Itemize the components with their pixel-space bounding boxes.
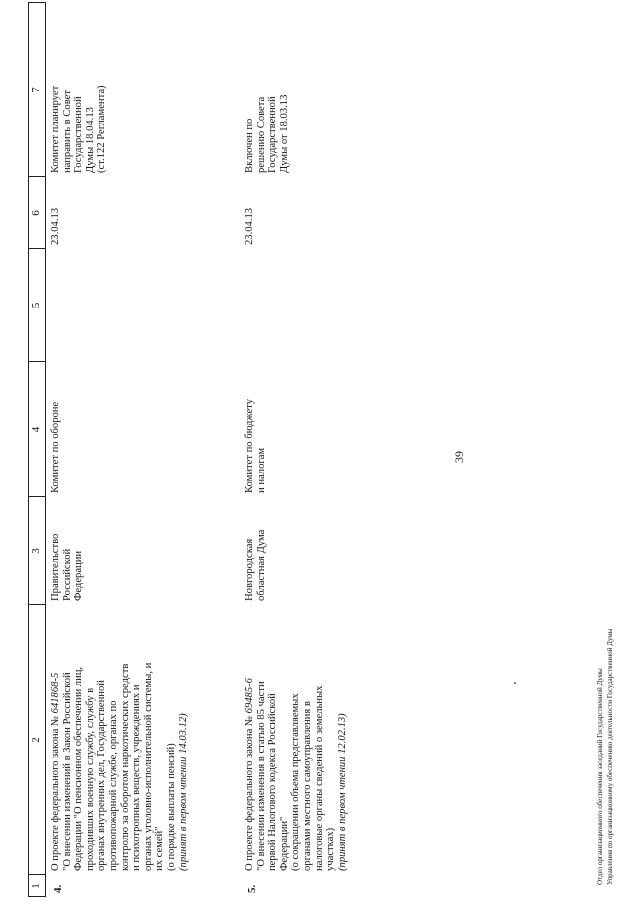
bill-title-line: контролю за оборотом наркотических средств (119, 663, 131, 871)
bill-title-line: их семей" (154, 826, 166, 871)
page-number: 39 (452, 451, 466, 463)
date: 23.04.13 (50, 207, 61, 245)
row-number: 4. (52, 884, 64, 893)
footer-line: Управления по организационному обеспечению деятельности Государственной Думы (606, 628, 614, 885)
bill-title-line: первой Налогового кодекса Российской (267, 693, 279, 871)
bill-title-line: "О внесении изменений в Закон Российской (61, 672, 73, 871)
bill-title-line: противопожарной службе, органах по (107, 700, 119, 871)
column-header-6: 6 (30, 210, 42, 216)
column-header-1: 1 (30, 883, 42, 889)
committee: Комитет по бюджету и налогам (244, 398, 267, 493)
bill-description (244, 607, 348, 871)
bill-note: (о порядке выплаты пенсий) (165, 743, 177, 871)
bill-note: налоговые органы сведений о земельных (313, 685, 325, 871)
bill-title-line: и психотропных веществ, учреждениях и (131, 684, 143, 871)
column-header-7: 7 (30, 87, 42, 93)
bill-number: 69485-6 (244, 678, 255, 714)
column-header-5: 5 (30, 302, 42, 309)
bill-description (50, 607, 189, 871)
bill-title-line: "О внесении изменения в статью 85 части (255, 681, 267, 871)
bill-title-line: О проекте федерального закона № 641868-5 (50, 672, 61, 871)
table-top-border (28, 2, 29, 897)
row-number: 5. (246, 884, 258, 893)
remark: Включен по решению Совета Государственной Думы от 18.03.13 (244, 94, 290, 173)
initiator: Новгородская областная Дума (244, 529, 267, 601)
bill-note: органами местного самоуправления в (301, 701, 313, 871)
initiator: Правительство Российской Федерации (50, 533, 85, 601)
bill-title-line: проходивших военную службу, службу в (84, 687, 96, 871)
bill-title-line: О проекте федерального закона № 69485-6 (244, 678, 255, 871)
date: 23.04.13 (244, 207, 255, 245)
bill-note: участках) (325, 827, 337, 871)
footer-line: Отдел организационного обеспечения заседаний Государственной Думы (596, 668, 604, 885)
scan-speck (514, 682, 516, 684)
column-header-3: 3 (30, 548, 42, 554)
bill-title-line: Федерации "О пенсионном обеспечении лиц, (73, 666, 85, 871)
bill-title-line: Федерации" (278, 816, 290, 871)
bills-table (28, 2, 358, 897)
bill-number: 641868-5 (50, 672, 61, 714)
document-footer (595, 629, 615, 885)
column-header-4: 4 (30, 426, 42, 433)
column-header-2: 2 (30, 737, 42, 743)
bill-status: (принят в первом чтении 14.03.12) (177, 713, 189, 871)
remark: Комитет планирует направить в Совет Государственной Думы 18.04.13 (ст.122 Регламента) (50, 85, 108, 173)
committee: Комитет по обороне (50, 401, 61, 493)
bill-note: (о сокращении объема представляемых (290, 693, 302, 871)
bill-status: (принят в первом чтении 12.02.13) (336, 713, 348, 871)
header-bottom-border (45, 2, 46, 897)
bill-title-line: органах внутренних дел, Государственной (96, 680, 108, 871)
bill-title-line: органах уголовно-исполнительной системы, и (142, 662, 154, 871)
